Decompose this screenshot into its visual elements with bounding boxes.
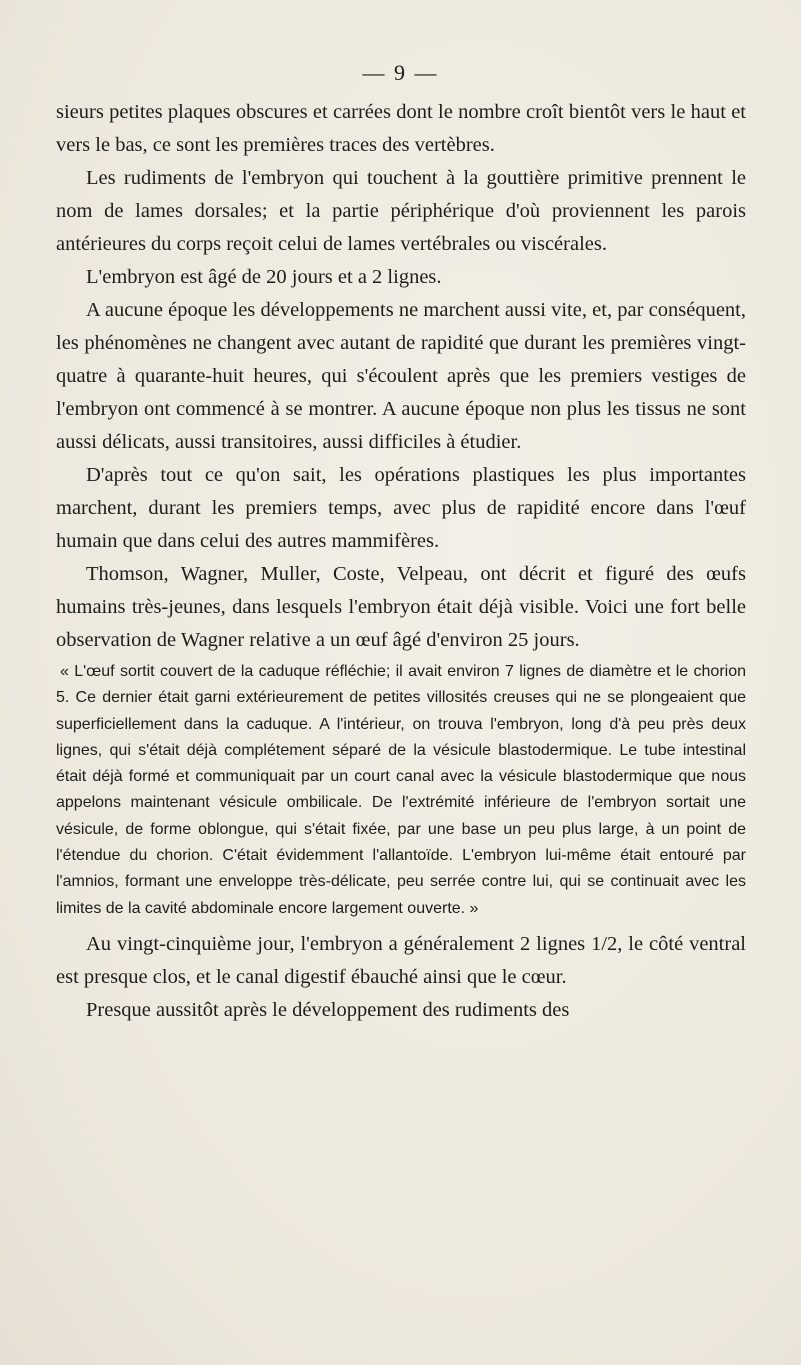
wagner-quotation: « L'œuf sortit couvert de la caduque réfléchie; il avait environ 7 lignes de diamètre et le chorion 5. Ce dernier était garni extérieurement de petites villosités creuses qui ne se plongeaient que superficiellement dans la caduque. A l'intérieur, on trouva l'embryon, long d'à peu près deux lignes, qui s'était déjà complétement séparé de la vésicule blastodermique. Le tube intestinal était déjà formé et communiquait par un court canal avec la vésicule blastodermique que nous appelons maintenant vésicule ombilicale. De l'extrémité inférieure de l'embryon sortait une vésicule, de forme oblongue, qui s'était fixée, par une base un peu plus large, à un point de l'étendue du chorion. C'était évidemment l'allantoïde. L'embryon lui-même était entouré par l'amnios, formant une enveloppe très-délicate, peu serrée contre lui, qui se continuait avec les limites de la cavité abdominale encore largement ouverte. » [56,663,746,917]
paragraph-developpements: A aucune époque les développements ne marchent aussi vite, et, par conséquent, les phénomènes ne changent avec autant de rapidité que durant les premières vingt-quatre à quarante-huit heures, qui s'écoulent après que les premiers vestiges de l'embryon ont commencé à se montrer. A aucune époque non plus les tissus ne sont aussi délicats, aussi transitoires, aussi difficiles à étudier. [56,299,746,453]
paragraph-embryon-age: L'embryon est âgé de 20 jours et a 2 lignes. [86,266,442,288]
paragraph-lames-dorsales: Les rudiments de l'embryon qui touchent à la gouttière primitive prennent le nom de lames dorsales; et la partie périphérique d'où proviennent les parois antérieures du corps reçoit celui de lames vertébrales ou viscérales. [56,167,746,255]
paragraph-auteurs: Thomson, Wagner, Muller, Coste, Velpeau, ont décrit et figuré des œufs humains très-jeunes, dans lesquels l'embryon était déjà visible. Voici une fort belle observation de Wagner relative a un œuf âgé d'environ 25 jours. [56,563,746,651]
paragraph-vingt-cinquieme-jour: Au vingt-cinquième jour, l'embryon a généralement 2 lignes 1/2, le côté ventral est presque clos, et le canal digestif ébauché ainsi que le cœur. [56,932,746,988]
paragraph-continuation: sieurs petites plaques obscures et carrées dont le nombre croît bientôt vers le haut et vers le bas, ce sont les premières traces des vertèbres. [56,101,746,156]
page-body [56,96,746,1027]
page-number: — 9 — [362,60,439,85]
paragraph-rudiments: Presque aussitôt après le développement des rudiments des [86,998,570,1021]
paragraph-operations-plastiques: D'après tout ce qu'on sait, les opérations plastiques les plus importantes marchent, durant les premiers temps, avec plus de rapidité encore dans l'œuf humain que dans celui des autres mammifères. [56,464,746,552]
